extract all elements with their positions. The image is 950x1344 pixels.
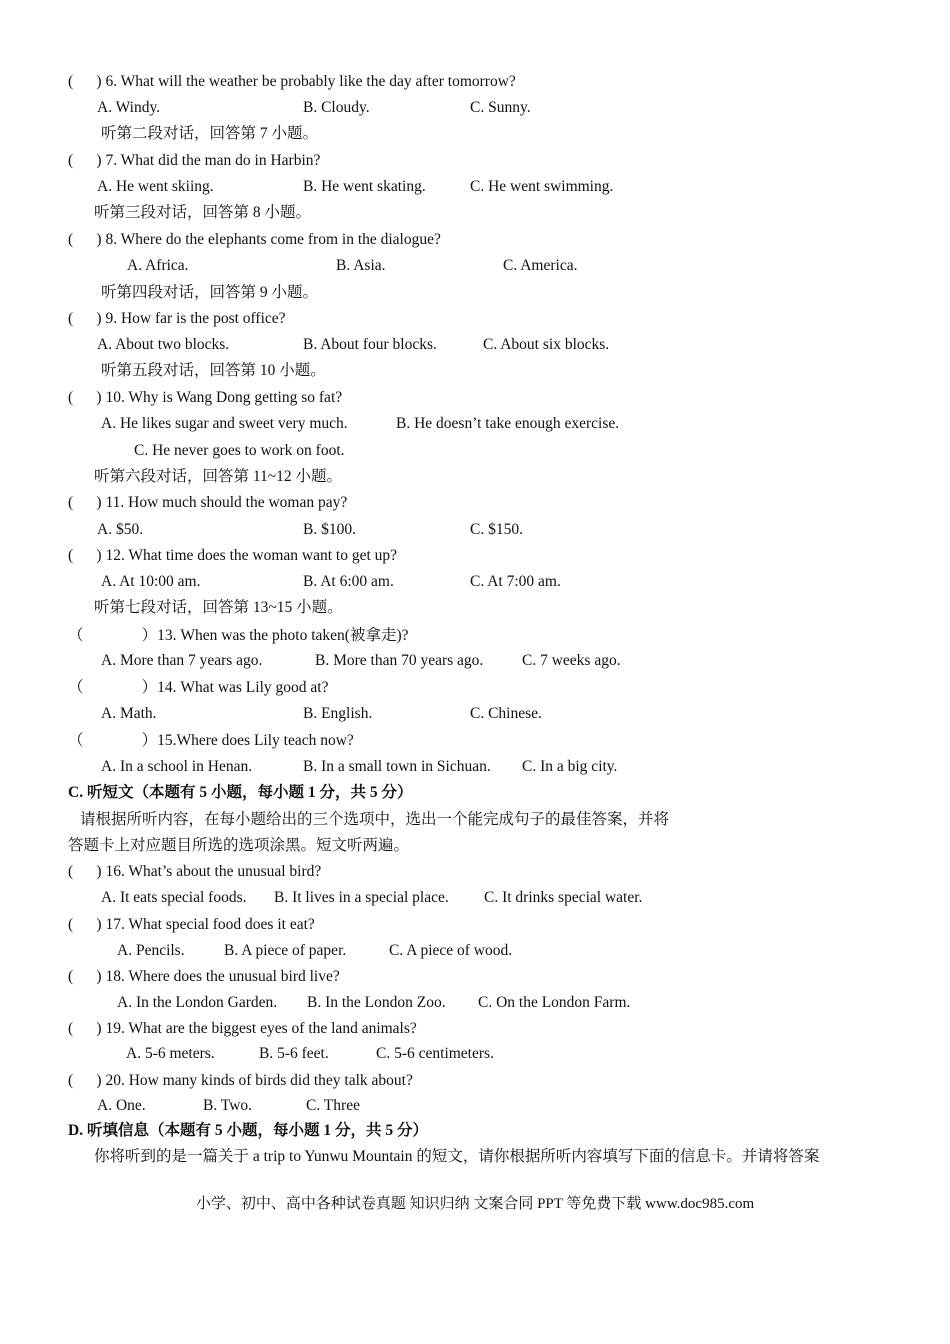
question-12-option-a: A. At 10:00 am. bbox=[101, 573, 201, 590]
question-13-option-b: B. More than 70 years ago. bbox=[315, 652, 484, 669]
question-15-option-a: A. In a school in Henan. bbox=[101, 758, 253, 775]
section-c-instruction-1: 请根据所听内容，在每小题给出的三个选项中，选出一个能完成句子的最佳答案，并将 bbox=[80, 811, 670, 828]
section-2-instruction: 听第二段对话，回答第 7 小题。 bbox=[101, 125, 319, 142]
question-18-option-c: C. On the London Farm. bbox=[478, 994, 631, 1011]
question-19-option-b: B. 5-6 feet. bbox=[259, 1045, 329, 1062]
section-d-title: D. 听填信息（本题有 5 小题，每小题 1 分，共 5 分） bbox=[68, 1122, 428, 1139]
section-3-instruction: 听第三段对话，回答第 8 小题。 bbox=[94, 204, 312, 221]
question-20-option-c: C. Three bbox=[306, 1097, 360, 1114]
question-7-option-a: A. He went skiing. bbox=[97, 178, 214, 195]
question-6-stem: ( ) 6. What will the weather be probably like the day after tomorrow? bbox=[68, 73, 516, 90]
question-9-option-c: C. About six blocks. bbox=[483, 336, 610, 353]
section-c-instruction-2: 答题卡上对应题目所选的选项涂黑。短文听两遍。 bbox=[68, 837, 410, 854]
question-10-option-c: C. He never goes to work on foot. bbox=[134, 442, 345, 459]
question-20-stem: ( ) 20. How many kinds of birds did they talk about? bbox=[68, 1072, 413, 1089]
question-11-option-a: A. $50. bbox=[97, 521, 144, 538]
section-7-instruction: 听第七段对话，回答第 13~15 小题。 bbox=[94, 599, 343, 616]
question-7-stem: ( ) 7. What did the man do in Harbin? bbox=[68, 152, 321, 169]
question-12-option-c: C. At 7:00 am. bbox=[470, 573, 561, 590]
question-12-option-b: B. At 6:00 am. bbox=[303, 573, 394, 590]
question-16-stem: ( ) 16. What’s about the unusual bird? bbox=[68, 863, 322, 880]
question-13-option-a: A. More than 7 years ago. bbox=[101, 652, 263, 669]
question-15-stem: （ ）15.Where does Lily teach now? bbox=[68, 732, 354, 749]
question-9-stem: ( ) 9. How far is the post office? bbox=[68, 310, 286, 327]
question-16-option-a: A. It eats special foods. bbox=[101, 889, 247, 906]
question-7-option-b: B. He went skating. bbox=[303, 178, 426, 195]
question-6-option-c: C. Sunny. bbox=[470, 99, 531, 116]
question-14-option-a: A. Math. bbox=[101, 705, 157, 722]
question-7-option-c: C. He went swimming. bbox=[470, 178, 614, 195]
question-18-option-a: A. In the London Garden. bbox=[117, 994, 278, 1011]
question-16-option-c: C. It drinks special water. bbox=[484, 889, 643, 906]
question-14-option-c: C. Chinese. bbox=[470, 705, 542, 722]
question-14-option-b: B. English. bbox=[303, 705, 373, 722]
section-5-instruction: 听第五段对话，回答第 10 小题。 bbox=[101, 362, 326, 379]
page-footer: 小学、初中、高中各种试卷真题 知识归纳 文案合同 PPT 等免费下载 www.doc985.com bbox=[195, 1196, 755, 1212]
question-10-option-a: A. He likes sugar and sweet very much. bbox=[101, 415, 348, 432]
question-12-stem: ( ) 12. What time does the woman want to get up? bbox=[68, 547, 398, 564]
question-17-option-c: C. A piece of wood. bbox=[389, 942, 513, 959]
question-9-option-b: B. About four blocks. bbox=[303, 336, 437, 353]
question-17-stem: ( ) 17. What special food does it eat? bbox=[68, 916, 315, 933]
question-8-option-b: B. Asia. bbox=[336, 257, 386, 274]
section-d-instruction: 你将听到的是一篇关于 a trip to Yunwu Mountain 的短文，请你根据所听内容填写下面的信息卡。并请将答案 bbox=[94, 1148, 820, 1165]
section-c-title: C. 听短文（本题有 5 小题，每小题 1 分，共 5 分） bbox=[68, 784, 413, 801]
question-10-option-b: B. He doesn’t take enough exercise. bbox=[396, 415, 620, 432]
question-10-stem: ( ) 10. Why is Wang Dong getting so fat? bbox=[68, 389, 343, 406]
section-6-instruction: 听第六段对话，回答第 11~12 小题。 bbox=[94, 468, 343, 485]
question-16-option-b: B. It lives in a special place. bbox=[274, 889, 449, 906]
question-8-option-c: C. America. bbox=[503, 257, 578, 274]
question-13-option-c: C. 7 weeks ago. bbox=[522, 652, 621, 669]
question-13-stem: （ ）13. When was the photo taken(被拿走)? bbox=[68, 627, 409, 644]
question-19-stem: ( ) 19. What are the biggest eyes of the land animals? bbox=[68, 1020, 417, 1037]
section-4-instruction: 听第四段对话，回答第 9 小题。 bbox=[101, 284, 319, 301]
question-19-option-c: C. 5-6 centimeters. bbox=[376, 1045, 494, 1062]
question-18-stem: ( ) 18. Where does the unusual bird live? bbox=[68, 968, 340, 985]
question-11-stem: ( ) 11. How much should the woman pay? bbox=[68, 494, 348, 511]
question-6-option-b: B. Cloudy. bbox=[303, 99, 370, 116]
question-6-option-a: A. Windy. bbox=[97, 99, 161, 116]
question-11-option-b: B. $100. bbox=[303, 521, 356, 538]
question-8-stem: ( ) 8. Where do the elephants come from in the dialogue? bbox=[68, 231, 441, 248]
question-17-option-b: B. A piece of paper. bbox=[224, 942, 347, 959]
question-14-stem: （ ）14. What was Lily good at? bbox=[68, 679, 329, 696]
question-15-option-b: B. In a small town in Sichuan. bbox=[303, 758, 491, 775]
question-15-option-c: C. In a big city. bbox=[522, 758, 618, 775]
question-9-option-a: A. About two blocks. bbox=[97, 336, 230, 353]
question-17-option-a: A. Pencils. bbox=[117, 942, 185, 959]
question-19-option-a: A. 5-6 meters. bbox=[126, 1045, 215, 1062]
question-8-option-a: A. Africa. bbox=[127, 257, 189, 274]
question-18-option-b: B. In the London Zoo. bbox=[307, 994, 446, 1011]
question-20-option-a: A. One. bbox=[97, 1097, 146, 1114]
question-20-option-b: B. Two. bbox=[203, 1097, 253, 1114]
question-11-option-c: C. $150. bbox=[470, 521, 523, 538]
